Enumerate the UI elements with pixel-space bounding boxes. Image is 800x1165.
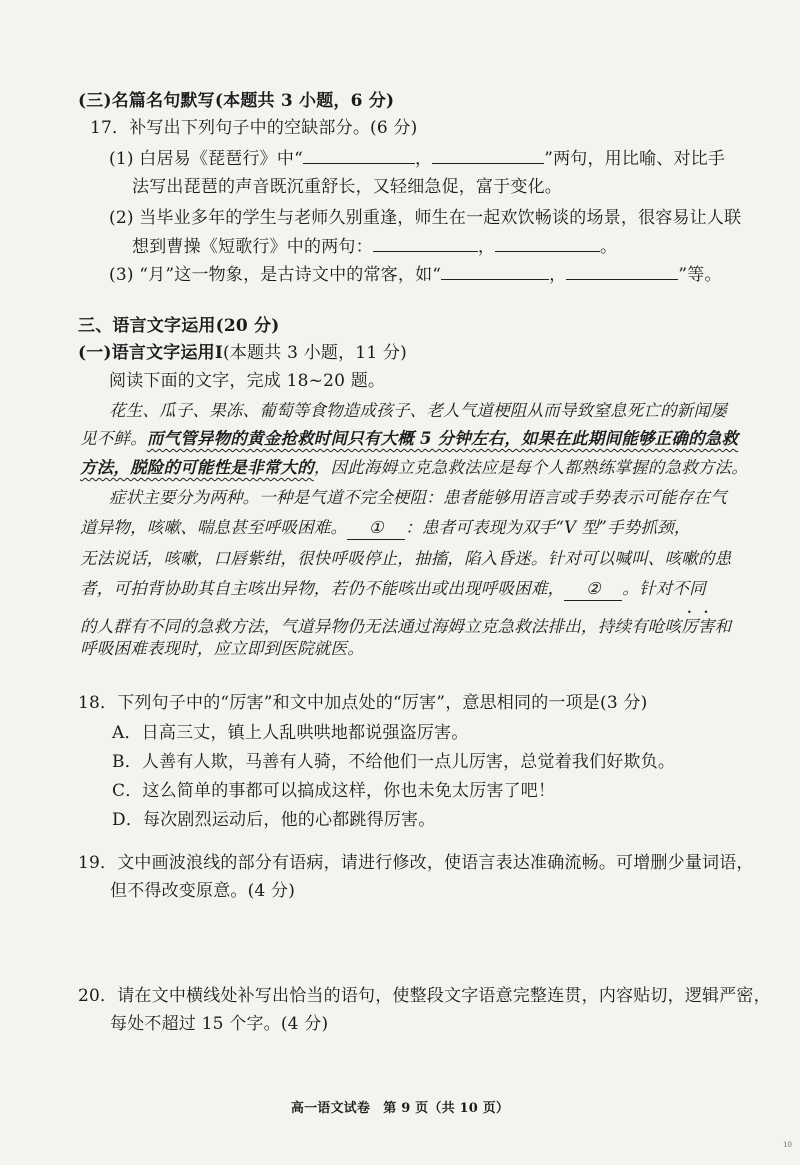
sub1-heading-a: (一)语言文字运用 <box>78 343 215 363</box>
q17-item2-blank-b[interactable] <box>495 237 600 252</box>
passage-line-7 <box>80 578 706 601</box>
q17-stem: 17．补写出下列句子中的空缺部分。(6 分) <box>90 118 418 138</box>
q17-item2-blank-a[interactable] <box>373 237 478 252</box>
passage-line-5a: 道异物，咳嗽、喘息甚至呼吸困难。 <box>80 518 348 537</box>
passage-line-2 <box>80 428 738 450</box>
sub1-heading-roman: Ⅰ <box>214 343 224 363</box>
q17-item3-suffix: ”等。 <box>678 265 722 285</box>
q17-item3-blank-a[interactable] <box>441 265 549 280</box>
passage-line-8a: 的人群有不同的急救方法，气道异物仍无法通过海姆立克急救法排出，持续有呛咳 <box>80 617 682 636</box>
passage-line-7a: 者，可拍背协助其自主咳出异物，若仍不能咳出或出现呼吸困难， <box>80 579 565 598</box>
passage-blank-1[interactable]: ① <box>347 517 405 540</box>
q17-item3-blank-b[interactable] <box>566 265 678 280</box>
q17-item3-mid: ， <box>549 265 567 285</box>
passage-line-4: 症状主要分为两种。一种是气道不完全梗阻：患者能够用语言或手势表示可能存在气 <box>109 488 727 507</box>
q17-item1-prefix: (1) 白居易《琵琶行》中“ <box>109 149 303 169</box>
q17-item1-line1 <box>109 148 725 170</box>
q17-item3-prefix: (3) “月”这一物象，是古诗文中的常客，如“ <box>109 265 442 285</box>
part3-heading: 三、语言文字运用(20 分) <box>78 316 280 336</box>
passage-line-8b: 和 <box>714 617 732 636</box>
q18-stem: 18．下列句子中的“厉害”和文中加点处的“厉害”，意思相同的一项是(3 分) <box>78 693 648 713</box>
q17-item1-blank-b[interactable] <box>432 149 544 164</box>
passage-line-6: 无法说话，咳嗽，口唇紫绀，很快呼吸停止，抽搐，陷入昏迷。针对可以喊叫、咳嗽的患 <box>80 549 732 568</box>
passage-line-9: 呼吸困难表现时，应立即到医院就医。 <box>80 639 364 658</box>
q18-option-a[interactable]: A．日高三丈，镇上人乱哄哄地都说强盗厉害。 <box>112 723 469 743</box>
page-footer: 高一语文试卷 第 9 页（共 10 页） <box>290 1101 510 1116</box>
passage-line-7b: 。针对不同 <box>622 579 706 598</box>
q18-option-c[interactable]: C．这么简单的事都可以搞成这样，你也未免太厉害了吧！ <box>112 781 556 801</box>
q17-item1-line2: 法写出琵琶的声音既沉重舒长，又轻细急促，富于变化。 <box>132 177 562 197</box>
wavy-sentence-part2: 方法，脱险的可能性是非常大的 <box>80 458 314 477</box>
q18-option-b[interactable]: B．人善有人欺，马善有人骑，不给他们一点儿厉害，总觉着我们好欺负。 <box>112 752 676 772</box>
dotted-word-lihai: 厉害 <box>681 617 715 636</box>
passage-line-2a: 见不鲜。 <box>80 429 147 448</box>
wavy-sentence-part1: 而气管异物的黄金抢救时间只有大概 5 分钟左右，如果在此期间能够正确的急救 <box>146 429 739 448</box>
q17-item2-line1: (2) 当毕业多年的学生与老师久别重逢，师生在一起欢饮畅谈的场景，很容易让人联 <box>109 208 742 228</box>
q19-line1: 19．文中画波浪线的部分有语病，请进行修改，使语言表达准确流畅。可增删少量词语， <box>78 853 754 873</box>
passage-line-8 <box>80 608 731 638</box>
q17-item1-suffix: ”两句，用比喻、对比手 <box>544 149 726 169</box>
passage-line-5 <box>80 517 691 540</box>
sub1-heading-b: (本题共 3 小题，11 分) <box>223 343 407 363</box>
q17-item3 <box>109 264 722 286</box>
reading-instruction: 阅读下面的文字，完成 18~20 题。 <box>109 371 386 391</box>
q18-option-d[interactable]: D．每次剧烈运动后，他的心都跳得厉害。 <box>112 810 436 830</box>
q20-line1: 20．请在文中横线处补写出恰当的语句，使整段文字语意完整连贯，内容贴切，逻辑严密， <box>78 986 771 1006</box>
q17-item1-mid: ， <box>414 149 433 169</box>
q17-item1-blank-a[interactable] <box>303 149 415 164</box>
q20-line2: 每处不超过 15 个字。(4 分) <box>110 1014 329 1034</box>
q17-item2-line2 <box>132 236 617 258</box>
part3-sub1-heading <box>78 342 407 364</box>
section-heading-mingpian: (三)名篇名句默写(本题共 3 小题，6 分) <box>78 91 395 111</box>
passage-blank-2[interactable]: ② <box>564 578 622 601</box>
q19-line2: 但不得改变原意。(4 分) <box>110 881 296 901</box>
q17-item2-prefix: 想到曹操《短歌行》中的两句： <box>132 237 373 257</box>
passage-line-1: 花生、瓜子、果冻、葡萄等食物造成孩子、老人气道梗阻从而导致窒息死亡的新闻屡 <box>109 401 727 420</box>
q17-item2-suffix: 。 <box>600 237 618 257</box>
passage-line-5b: ：患者可表现为双手“V 型”手势抓颈， <box>405 518 691 537</box>
passage-line-3b: ，因此海姆立克急救法应是每个人都熟练掌握的急救方法。 <box>313 458 749 477</box>
passage-line-3 <box>80 457 748 479</box>
corner-page-mark: 10 <box>783 1141 792 1149</box>
q17-item2-mid: ， <box>477 237 496 257</box>
